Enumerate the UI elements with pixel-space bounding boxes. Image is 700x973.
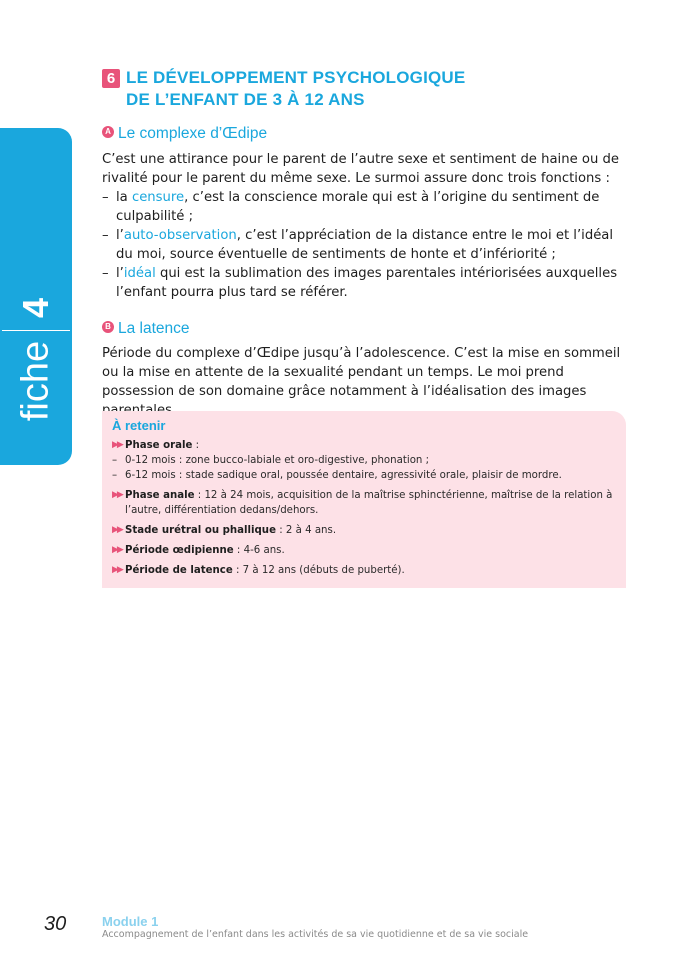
section-title-line-2: DE L’ENFANT DE 3 À 12 ANS xyxy=(126,90,365,109)
item-phase-anale: ▶▶ Phase anale : 12 à 24 mois, acquisition de la maîtrise sphinctérienne, maîtrise de la relation à l’autre, différentiation dedans/dehors. xyxy=(112,490,613,516)
subsection-a-heading xyxy=(102,125,267,143)
double-arrow-icon: ▶▶ xyxy=(112,490,122,500)
fiche-label: fiche xyxy=(14,340,57,422)
footer-subtitle: Accompagnement de l’enfant dans les activités de sa vie quotidienne et de sa vie sociale xyxy=(102,929,529,940)
subsection-a-body xyxy=(102,150,630,302)
term-auto-observation: auto-observation xyxy=(123,228,237,243)
subsection-b-heading xyxy=(102,320,190,338)
item-periode-oedipienne: ▶▶ Période œdipienne : 4-6 ans. xyxy=(112,545,285,556)
bullet-auto-observation: – l’auto-observation, c’est l’appréciation de la distance entre le moi et l’idéal du moi, source éventuelle de sentiments de honte et d’infériorité ; xyxy=(102,228,614,262)
item-phase-orale-sub-2: – 6-12 mois : stade sadique oral, poussée dentaire, agressivité orale, plaisir de mordre. xyxy=(112,470,562,481)
retenir-title: À retenir xyxy=(112,418,166,433)
subsection-b-badge: B xyxy=(102,321,114,333)
double-arrow-icon: ▶▶ xyxy=(112,525,122,535)
item-phase-orale-sub-1: – 0-12 mois : zone bucco-labiale et oro-digestive, phonation ; xyxy=(112,455,430,466)
item-periode-latence: ▶▶ Période de latence : 7 à 12 ans (débuts de puberté). xyxy=(112,565,405,576)
double-arrow-icon: ▶▶ xyxy=(112,545,122,555)
double-arrow-icon: ▶▶ xyxy=(112,565,122,575)
side-tab xyxy=(0,128,72,465)
bullet-censure: – la censure, c’est la conscience morale qui est à l’origine du sentiment de culpabilité ; xyxy=(102,190,600,224)
subsection-b-body xyxy=(102,344,630,420)
fiche-number: 4 xyxy=(15,297,56,319)
section-title xyxy=(102,67,465,111)
side-tab-divider xyxy=(2,330,70,331)
section-title-line-1: LE DÉVELOPPEMENT PSYCHOLOGIQUE xyxy=(126,68,466,87)
retenir-body xyxy=(112,438,618,578)
double-arrow-icon: ▶▶ xyxy=(112,440,122,450)
item-stade-uretral: ▶▶ Stade urétral ou phallique : 2 à 4 ans. xyxy=(112,525,337,536)
item-phase-orale: ▶▶ Phase orale : xyxy=(112,440,200,451)
footer-module: Module 1 xyxy=(102,914,159,929)
subsection-a-badge: A xyxy=(102,126,114,138)
page-number: 30 xyxy=(44,913,67,935)
subsection-b-text: Période du complexe d’Œdipe jusqu’à l’adolescence. C’est la mise en sommeil ou la mise en attente de la sexualité pendant un temps. Le moi prend possession de son domaine grâce notamment à l’idéalisation des images xyxy=(102,346,621,399)
term-censure: censure xyxy=(131,190,185,205)
bullet-ideal: – l’idéal qui est la sublimation des images parentales intériorisées auxquelles l’enfant pourra plus tard se référer. xyxy=(102,266,618,300)
subsection-a-title: Le complexe d’Œdipe xyxy=(118,125,268,142)
term-ideal: idéal xyxy=(123,266,156,281)
subsection-a-intro: C’est une attirance pour le parent de l’autre sexe et sentiment de haine ou de rivalité pour le parent du même sexe. Le surmoi assure donc trois fonctions : xyxy=(102,152,619,186)
section-number-badge: 6 xyxy=(102,69,120,88)
subsection-b-title: La latence xyxy=(118,320,190,337)
